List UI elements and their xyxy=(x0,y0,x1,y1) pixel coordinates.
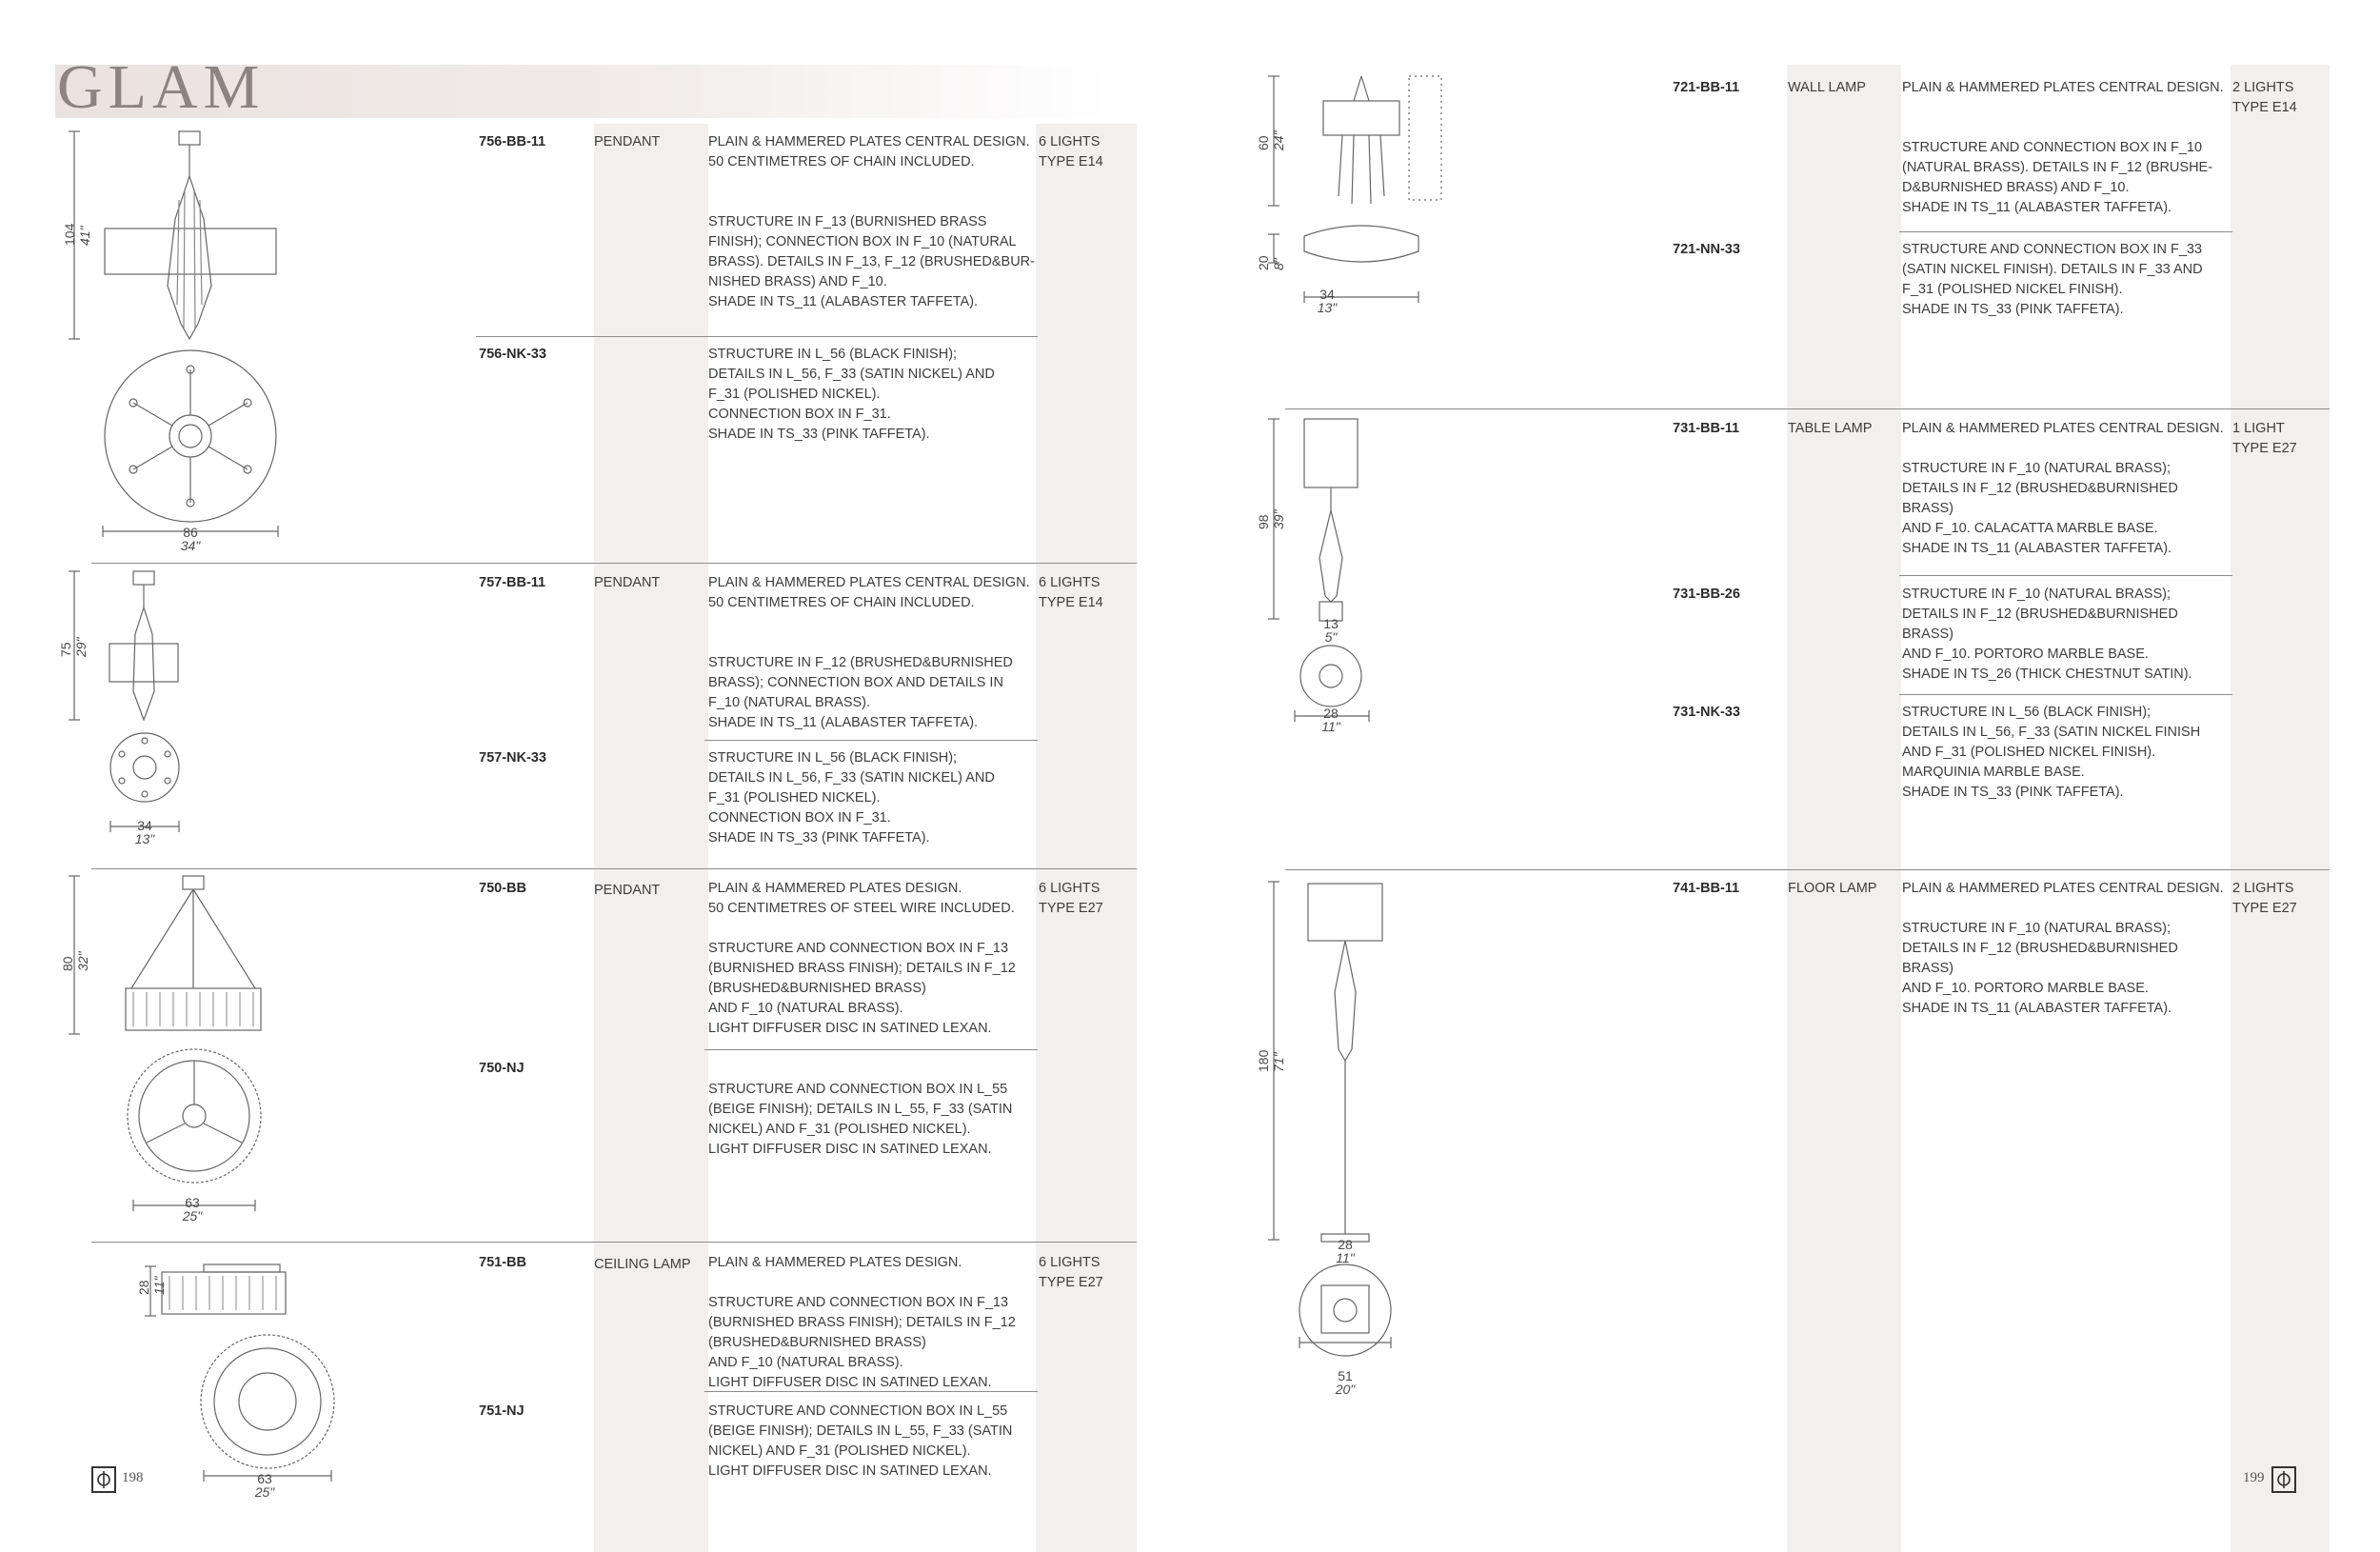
dimension-height xyxy=(1257,135,1270,150)
product-lights: 6 LIGHTS TYPE E27 xyxy=(1039,881,1103,916)
table-lamp-731-drawing xyxy=(1266,415,1409,729)
dim-in: 11" xyxy=(151,1276,167,1295)
dim-cm: 34 xyxy=(1319,287,1335,302)
product-description: STRUCTURE AND CONNECTION BOX IN L_55 (BEIGE FINISH); DETAILS IN L_55, F_33 (SATIN NICKEL) AND F_31 (POLISHED NICKEL). LIGHT DIFFUSER DISC IN SATINED LEXAN. xyxy=(708,1403,1013,1479)
rule xyxy=(1899,231,2232,232)
dim-in: 8" xyxy=(1271,258,1286,270)
page-number-right: 199 xyxy=(2243,1470,2265,1485)
dimension-width xyxy=(171,526,209,552)
dim-in: 24" xyxy=(1271,130,1286,150)
product-lights: 2 LIGHTS TYPE E14 xyxy=(2232,80,2297,115)
rule xyxy=(704,1049,1038,1050)
product-code: 757-BB-11 xyxy=(479,575,546,590)
product-code: 731-NK-33 xyxy=(1673,705,1740,720)
product-type: TABLE LAMP xyxy=(1788,421,1873,436)
dimension-height-inches xyxy=(152,1276,166,1295)
dim-cm: 180 xyxy=(1256,1049,1271,1072)
product-lights: 1 LIGHT TYPE E27 xyxy=(2232,421,2297,456)
dimension-base xyxy=(1312,617,1350,644)
left-lights-band xyxy=(1036,124,1137,1552)
product-type: FLOOR LAMP xyxy=(1788,881,1877,896)
product-description: PLAIN & HAMMERED PLATES CENTRAL DESIGN. STRUCTURE IN F_10 (NATURAL BRASS); DETAILS IN F_12 (BRUSHED&BURNISHED BRASS) AND F_10. PORTORO MARBLE BASE. SHADE IN TS_11 (ALABASTER TAFFETA). xyxy=(1902,881,2224,1016)
right-lights-band xyxy=(2231,65,2330,1552)
dim-in: 13" xyxy=(1317,300,1338,315)
dimension-height xyxy=(63,224,76,246)
dim-cm: 51 xyxy=(1338,1368,1353,1383)
product-type: CEILING LAMP xyxy=(594,1257,691,1272)
dimension-height-inches xyxy=(74,637,88,657)
left-type-band xyxy=(594,124,708,1552)
dimension-width xyxy=(1308,288,1346,314)
rule xyxy=(704,740,1038,741)
dimension-width xyxy=(126,819,164,846)
section-title: GLAM xyxy=(57,52,266,122)
pendant-756-elevation-drawing xyxy=(57,124,305,352)
product-description: PLAIN & HAMMERED PLATES CENTRAL DESIGN. 50 CENTIMETRES OF CHAIN INCLUDED. STRUCTURE IN F_12 (BRUSHED&BURNISHED BRASS); CONNECTION BOX AND DETAILS IN F_10 (NATURAL BRASS). SHADE IN TS_11 (ALABASTER TAFFETA). xyxy=(708,575,1030,730)
dimension-depth xyxy=(1257,255,1270,270)
dimension-width xyxy=(173,1196,211,1223)
dim-in: 25" xyxy=(182,1208,203,1224)
page-number-left: 198 xyxy=(122,1470,144,1485)
dim-in: 11" xyxy=(1336,1250,1355,1265)
dimension-height xyxy=(1257,1050,1270,1072)
product-description: STRUCTURE AND CONNECTION BOX IN F_33 (SATIN NICKEL FINISH). DETAILS IN F_33 AND F_31 (POLISHED NICKEL FINISH). SHADE IN TS_33 (PINK TAFFETA). xyxy=(1902,242,2203,317)
rule xyxy=(91,563,1137,564)
dim-in: 29" xyxy=(73,637,89,657)
dim-in: 20" xyxy=(1335,1382,1356,1397)
product-code: 731-BB-26 xyxy=(1673,587,1740,602)
dim-cm: 28 xyxy=(1338,1237,1353,1252)
product-description: PLAIN & HAMMERED PLATES CENTRAL DESIGN. 50 CENTIMETRES OF CHAIN INCLUDED. STRUCTURE IN F_13 (BURNISHED BRASS FINISH); CONNECTION BOX IN F_10 (NATURAL BRASS). DETAILS IN F_13, F_12 (BRUSHED&BUR- NISHED BRASS) AND F_10. SHADE IN TS_11 (ALABASTER TAFFETA). xyxy=(708,134,1035,309)
dim-in: 71" xyxy=(1271,1052,1286,1072)
rule xyxy=(1285,408,2330,409)
product-description: STRUCTURE AND CONNECTION BOX IN L_55 (BEIGE FINISH); DETAILS IN L_55, F_33 (SATIN NICKEL) AND F_31 (POLISHED NICKEL). LIGHT DIFFUSER DISC IN SATINED LEXAN. xyxy=(708,1082,1013,1157)
dim-cm: 60 xyxy=(1256,135,1271,150)
dimension-width xyxy=(246,1472,284,1499)
dim-in: 39" xyxy=(1271,509,1286,529)
dimension-height-inches xyxy=(1272,509,1285,529)
product-code: 756-BB-11 xyxy=(479,134,546,149)
dim-cm: 28 xyxy=(136,1280,151,1295)
product-code: 756-NK-33 xyxy=(479,347,546,362)
pendant-750-plan-drawing xyxy=(126,1047,268,1214)
rule xyxy=(1899,694,2232,695)
dimension-height-inches xyxy=(1272,130,1285,150)
pendant-756-plan-drawing xyxy=(95,350,286,553)
rule xyxy=(91,868,1137,869)
dim-cm: 104 xyxy=(62,223,77,246)
product-description: PLAIN & HAMMERED PLATES CENTRAL DESIGN. STRUCTURE AND CONNECTION BOX IN F_10 (NATURAL BRASS). DETAILS IN F_12 (BRUSHE- D&BURNISHED BRASS) AND F_10. SHADE IN TS_11 (ALABASTER TAFFETA). xyxy=(1902,80,2224,215)
dimension-height xyxy=(137,1280,150,1295)
product-code: 721-NN-33 xyxy=(1673,242,1740,257)
dim-in: 34" xyxy=(180,538,201,553)
product-description: STRUCTURE IN L_56 (BLACK FINISH); DETAILS IN L_56, F_33 (SATIN NICKEL FINISH AND F_31 (POLISHED NICKEL FINISH). MARQUINIA MARBLE BASE. SHADE IN TS_33 (PINK TAFFETA). xyxy=(1902,705,2201,800)
dim-cm: 86 xyxy=(183,525,198,540)
dim-cm: 34 xyxy=(137,818,152,833)
brand-logo-icon xyxy=(91,1466,116,1493)
product-lights: 2 LIGHTS TYPE E27 xyxy=(2232,881,2297,916)
dim-cm: 20 xyxy=(1256,255,1271,270)
dim-cm: 63 xyxy=(185,1195,200,1210)
product-type: WALL LAMP xyxy=(1788,80,1866,95)
product-code: 751-NJ xyxy=(479,1403,525,1419)
rule xyxy=(476,336,1038,337)
product-code: 731-BB-11 xyxy=(1673,421,1740,436)
product-type: PENDANT xyxy=(594,883,661,898)
product-description: STRUCTURE IN L_56 (BLACK FINISH); DETAILS IN L_56, F_33 (SATIN NICKEL) AND F_31 (POLISHED NICKEL). CONNECTION BOX IN F_31. SHADE IN TS_33 (PINK TAFFETA). xyxy=(708,750,995,846)
dimension-width xyxy=(1326,1369,1364,1396)
product-code: 741-BB-11 xyxy=(1673,881,1740,896)
product-type: PENDANT xyxy=(594,575,661,590)
dim-cm: 13 xyxy=(1323,616,1339,631)
dimension-height xyxy=(1257,514,1270,529)
dim-in: 11" xyxy=(1321,719,1340,734)
dimension-height-inches xyxy=(78,226,91,246)
product-code: 750-BB xyxy=(479,881,526,896)
product-description: PLAIN & HAMMERED PLATES CENTRAL DESIGN. STRUCTURE IN F_10 (NATURAL BRASS); DETAILS IN F_12 (BRUSHED&BURNISHED BRASS) AND F_10. CALACATTA MARBLE BASE. SHADE IN TS_11 (ALABASTER TAFFETA). xyxy=(1902,421,2224,556)
dimension-height-inches xyxy=(76,951,89,971)
dimension-depth-inches xyxy=(1272,258,1285,270)
rule xyxy=(91,1242,1137,1243)
dimension-height xyxy=(61,956,74,971)
dimension-height xyxy=(59,642,72,657)
product-type: PENDANT xyxy=(594,134,661,149)
product-code: 750-NJ xyxy=(479,1061,525,1076)
product-description: PLAIN & HAMMERED PLATES DESIGN. 50 CENTIMETRES OF STEEL WIRE INCLUDED. STRUCTURE AND CONNECTION BOX IN F_13 (BURNISHED BRASS FINISH); DETAILS IN F_12 (BRUSHED&BURNISHED BRASS) AND F_10 (NATURAL BRASS). LIGHT DIFFUSER DISC IN SATINED LEXAN. xyxy=(708,881,1016,1036)
brand-logo-icon xyxy=(2271,1466,2296,1493)
dim-cm: 63 xyxy=(257,1471,272,1486)
ceiling-751-plan-drawing xyxy=(198,1333,341,1485)
rule xyxy=(1899,575,2232,576)
dimension-width xyxy=(1312,706,1350,733)
product-description: STRUCTURE IN F_10 (NATURAL BRASS); DETAILS IN F_12 (BRUSHED&BURNISHED BRASS) AND F_10. PORTORO MARBLE BASE. SHADE IN TS_26 (THICK CHESTNUT SATIN). xyxy=(1902,587,2192,682)
dim-cm: 80 xyxy=(60,956,75,971)
product-description: STRUCTURE IN L_56 (BLACK FINISH); DETAILS IN L_56, F_33 (SATIN NICKEL) AND F_31 (POLISHED NICKEL). CONNECTION BOX IN F_31. SHADE IN TS_33 (PINK TAFFETA). xyxy=(708,347,995,442)
product-description: PLAIN & HAMMERED PLATES DESIGN. STRUCTURE AND CONNECTION BOX IN F_13 (BURNISHED BRASS FINISH); DETAILS IN F_12 (BRUSHED&BURNISHED BRASS) AND F_10 (NATURAL BRASS). LIGHT DIFFUSER DISC IN SATINED LEXAN. xyxy=(708,1255,1016,1390)
floor-lamp-741-drawing xyxy=(1266,878,1428,1392)
product-lights: 6 LIGHTS TYPE E14 xyxy=(1039,575,1103,610)
product-code: 751-BB xyxy=(479,1255,526,1270)
dim-in: 13" xyxy=(134,831,155,846)
product-lights: 6 LIGHTS TYPE E27 xyxy=(1039,1255,1103,1290)
rule xyxy=(1285,869,2330,870)
dim-cm: 75 xyxy=(58,642,73,657)
dimension-base xyxy=(1326,1238,1364,1264)
wall-lamp-721-drawing xyxy=(1266,72,1447,310)
dim-in: 41" xyxy=(77,226,92,246)
dim-in: 5" xyxy=(1324,629,1338,645)
product-code: 721-BB-11 xyxy=(1673,80,1740,95)
dim-in: 25" xyxy=(254,1484,275,1500)
ceiling-751-elevation-drawing xyxy=(143,1263,333,1320)
product-lights: 6 LIGHTS TYPE E14 xyxy=(1039,134,1103,169)
dim-cm: 98 xyxy=(1256,514,1271,529)
dim-in: 32" xyxy=(75,951,90,971)
pendant-750-elevation-drawing xyxy=(67,872,305,1039)
dim-cm: 28 xyxy=(1323,706,1339,721)
dimension-height-inches xyxy=(1272,1052,1285,1072)
product-code: 757-NK-33 xyxy=(479,750,546,766)
right-type-band xyxy=(1787,65,1901,1552)
